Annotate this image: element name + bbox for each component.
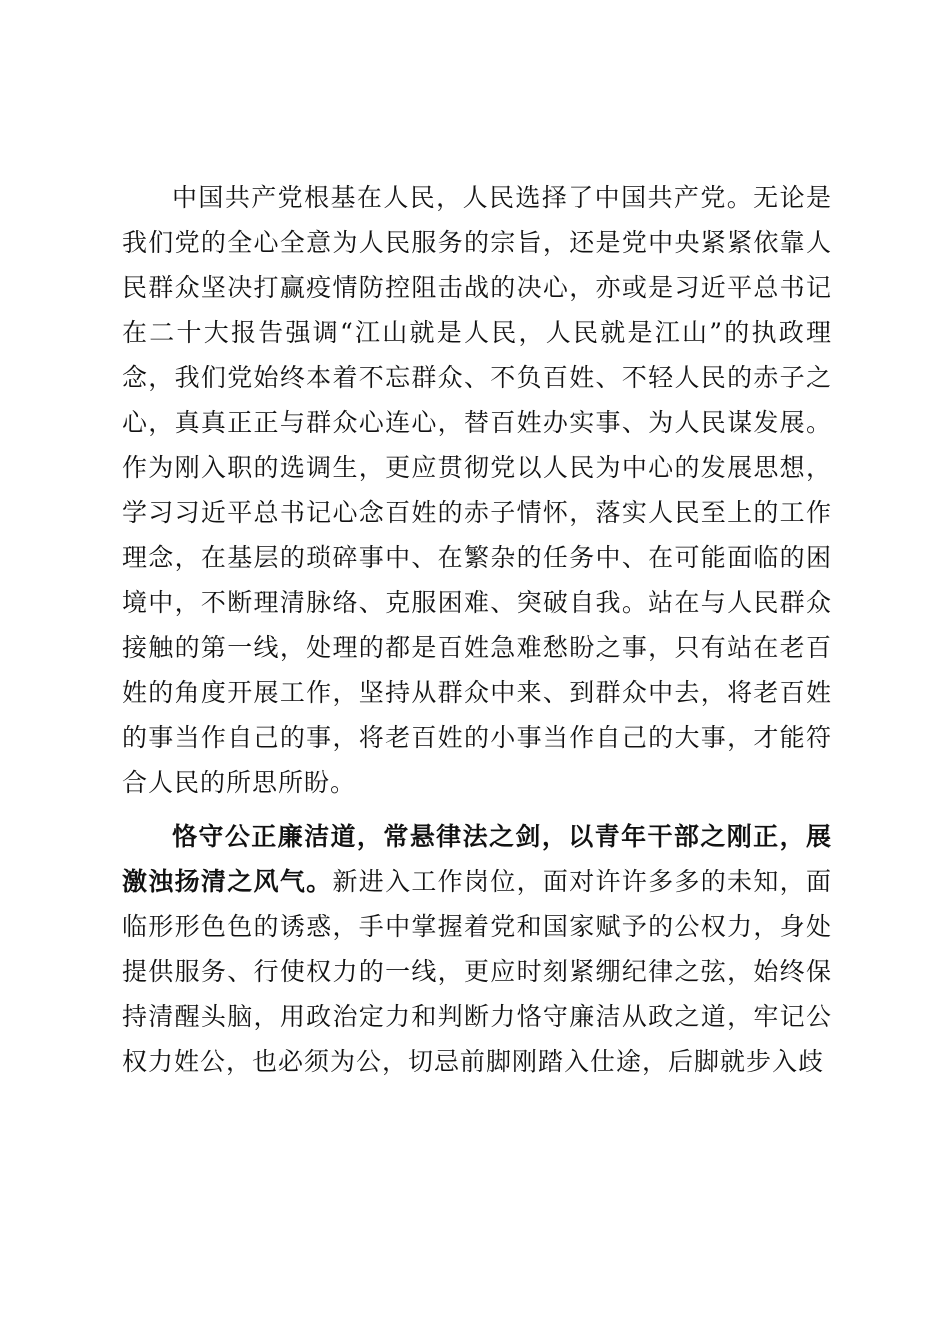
document-body (122, 175, 832, 1084)
paragraph-2-lead: 恪守公正廉洁道，常悬律法之剑，以青年干部之刚正，展激浊扬清之风气。 (122, 822, 832, 896)
paragraph-2-text: 新进入工作岗位，面对许许多多的未知，面临形形色色的诱惑，手中掌握着党和国家赋予的公权力，身处提供服务、行使权力的一线，更应时刻紧绷纪律之弦，始终保持清醒头脑，用政治定力和判断力恪守廉洁从政之道，牢记公权力姓公，也必须为公，切忌前脚刚踏入仕途，后脚就步入歧 (122, 867, 832, 1076)
paragraph-1 (122, 175, 832, 805)
paragraph-2 (122, 814, 832, 1084)
paragraph-1-text: 中国共产党根基在人民，人民选择了中国共产党。无论是我们党的全心全意为人民服务的宗旨，还是党中央紧紧依靠人民群众坚决打赢疫情防控阻击战的决心，亦或是习近平总书记在二十大报告强调“江山就是人民，人民就是江山”的执政理念，我们党始终本着不忘群众、不负百姓、不轻人民的赤子之心，真真正正与群众心连心，替百姓办实事、为人民谋发展。作为刚入职的选调生，更应贯彻党以人民为中心的发展思想，学习习近平总书记心念百姓的赤子情怀，落实人民至上的工作理念，在基层的琐碎事中、在繁杂的任务中、在可能面临的困境中，不断理清脉络、克服困难、突破自我。站在与人民群众接触的第一线，处理的都是百姓急难愁盼之事，只有站在老百姓的角度开展工作，坚持从群众中来、到群众中去，将老百姓的事当作自己的事，将老百姓的小事当作自己的大事，才能符合人民的所思所盼。 (122, 183, 832, 797)
